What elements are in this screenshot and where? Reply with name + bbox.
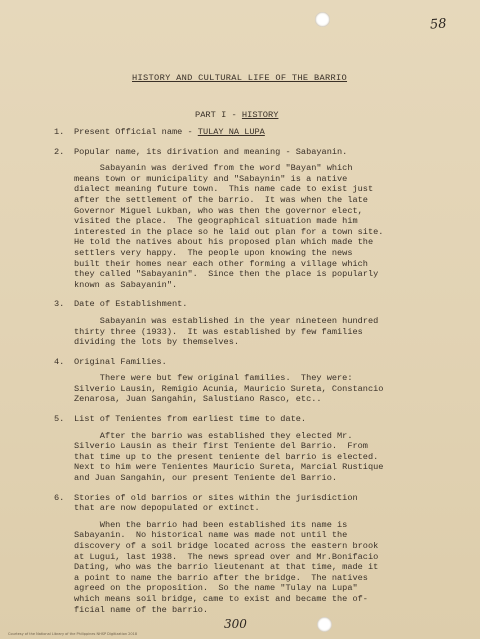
list-item [54, 299, 454, 310]
item-number: 2. [54, 146, 65, 157]
item-heading: Date of Establishment. [74, 299, 188, 310]
list-item [54, 414, 454, 425]
part-label: PART I - [195, 110, 242, 120]
punch-hole-top [315, 12, 330, 27]
official-name: TULAY NA LUPA [197, 127, 265, 137]
item-number: 4. [54, 356, 65, 367]
page-title: HISTORY AND CULTURAL LIFE OF THE BARRIO [132, 73, 348, 83]
list-item [54, 127, 454, 138]
item-heading: List of Tenientes from earliest time to date. [74, 414, 307, 425]
footer-page-number: 300 [224, 617, 247, 631]
item-paragraph: There were but few original families. They were: Silverio Lausin, Remigio Acunia, Mauricio Sureta, Constancio Zenarosa, Juan Sangahin, Salustiano Rasco, etc.. [74, 373, 384, 405]
item-heading: Original Families. [74, 356, 167, 367]
item-paragraph: Sabayanin was derived from the word "Bayan" which means town or municipality and "Sabaynin" is a native dialect meaning future town. This name cade to exist just after the settlement of the barrio. It was when the late Governor Miguel Lukban, who was then the governor elect, visited the place. The geographical situation made him interested in the place so he laid out plan for a town site. He told the natives about his proposed plan which made the settlers very happy. The people upon knowing the news built their homes near each other forming a village which they called "Sabayanin". Since then the place is popularly known as Sabayanin". [74, 163, 384, 290]
item-paragraph: After the barrio was established they elected Mr. Silverio Lausin as their first Teniente del Barrio. From that time up to the present teniente del barrio is elected. Next to him were Tenientes Mauricio Sureta, Marcial Rustique and Juan Sangahin, our present Teniente del Barrio. [74, 430, 384, 484]
item-heading: Popular name, its dirivation and meaning - Sabayanin. [74, 146, 348, 157]
item-number: 1. [54, 127, 65, 137]
item-heading: Present Official name - [74, 127, 198, 137]
document-body [54, 127, 454, 615]
item-number: 3. [54, 299, 65, 310]
item-heading: Stories of old barrios or sites within the jurisdiction that are now depopulated or extinct. [74, 492, 358, 514]
item-number: 6. [54, 492, 65, 503]
footer-credit: Courtesy of the National Library of the Philippines NHSP Digitization 2018 [8, 632, 138, 636]
list-item [54, 493, 454, 514]
part-heading [195, 110, 278, 120]
part-name: HISTORY [241, 110, 279, 120]
punch-hole-bottom [317, 617, 332, 632]
list-item [54, 357, 454, 368]
item-paragraph: Sabayanin was established in the year nineteen hundred thirty three (1933). It was established by few families dividing the lots by themselves. [74, 315, 379, 348]
list-item [54, 147, 454, 158]
item-paragraph: When the barrio had been established its name is Sabayanin. No historical name was made not until the discovery of a soil bridge located across the eastern brook at Lugui, last 1938. The news spread over and Mr.Bonifacio Dating, who was the barrio lieutenant at that time, made it a point to name the barrio after the bridge. The natives agreed on the proposition. So the name "Tulay na Lupa" which means soil bridge, came to exist and became the of- ficial name of the barrio. [74, 519, 379, 615]
page-number: 58 [429, 16, 448, 33]
item-number: 5. [54, 414, 65, 425]
